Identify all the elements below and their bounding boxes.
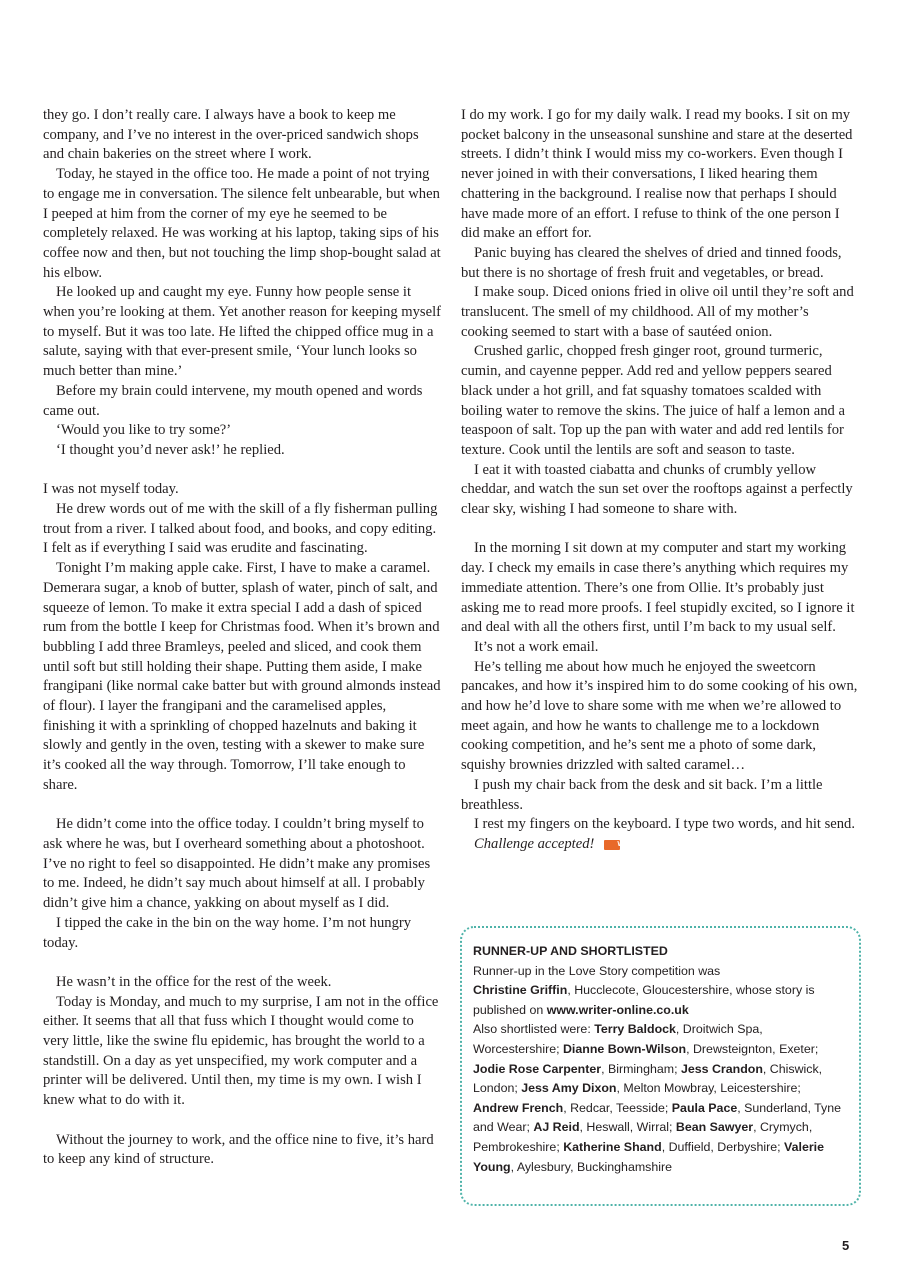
paragraph: ‘I thought you’d never ask!’ he replied. xyxy=(56,441,285,458)
runner-up-info xyxy=(473,981,849,1020)
paragraph: Before my brain could intervene, my mouth opened and words came out. xyxy=(43,382,423,419)
box-title: RUNNER-UP AND SHORTLISTED xyxy=(473,944,668,958)
paragraph: Crushed garlic, chopped fresh ginger root, ground turmeric, cumin, and cayenne pepper. Add red and yellow peppers seared black under a hot grill, and fat squashy tomatoes scalded with boiling water to remove the skins. The juice of half a lemon and a teaspoon of salt. Top up the pan with water and add red lentils for texture. Cook until the lentils are soft and season to taste. xyxy=(461,343,845,458)
shortlist-place: , Melton Mowbray, Leicestershire; xyxy=(616,1081,801,1096)
shortlist-place: , Aylesbury, Buckinghamshire xyxy=(510,1159,673,1174)
paragraph: I rest my fingers on the keyboard. I type two words, and hit send. xyxy=(474,816,855,833)
paragraph: He’s telling me about how much he enjoyed the sweetcorn pancakes, and how it’s inspired him to do some cooking of his own, and how he’d love to share some with me when we’re allowed to meet again, and how he wants to challenge me to a lockdown cooking competition, and he’s sent me a photo of some dark, squishy brownies drizzled with salted caramel… xyxy=(461,658,858,774)
shortlist-place: , Birmingham; xyxy=(601,1061,681,1076)
story-column-right xyxy=(461,106,859,855)
paragraph: I push my chair back from the desk and sit back. I’m a little breathless. xyxy=(461,776,823,813)
page-number: 5 xyxy=(842,1238,850,1253)
paragraph: He looked up and caught my eye. Funny how people sense it when you’re looking at them. Yet another reason for keeping myself to myself. But it was too late. He lifted the chipped office mug in a salute, saying with that ever-present smile, ‘Your lunch looks so much better than mine.’ xyxy=(43,284,441,380)
shortlist-place: , Chiswick, London; xyxy=(473,1061,823,1096)
shortlist-name: Valerie Young xyxy=(473,1139,825,1174)
paragraph: they go. I don’t really care. I always have a book to keep me company, and I’ve no interest in the over-priced sandwich shops and chain bakeries on the street where I work. xyxy=(43,107,419,163)
paragraph: ‘Would you like to try some?’ xyxy=(56,422,232,439)
closing-signature: Challenge accepted! xyxy=(474,836,595,852)
shortlist-intro: Also shortlisted were: xyxy=(473,1022,595,1037)
shortlist-name: Dianne Bown-Wilson xyxy=(562,1041,687,1056)
paragraph: He drew words out of me with the skill of a fly fisherman pulling trout from a river. I talked about food, and books, and copy editing. I felt as if everything I said was erudite and fascinating. xyxy=(43,501,438,557)
paragraph: I eat it with toasted ciabatta and chunks of crumbly yellow cheddar, and watch the sun set over the rooftops against a perfectly clear sky, wishing I had someone to share with. xyxy=(461,461,853,518)
shortlist-place: , Duffield, Derbyshire; xyxy=(661,1139,785,1154)
closing-line xyxy=(461,835,859,855)
paragraph: He wasn’t in the office for the rest of the week. xyxy=(56,973,332,990)
paragraph: Today is Monday, and much to my surprise, I am not in the office either. It seems that all that fuss which I thought would come to very little, like the swine flu epidemic, has brought the world to a standstill. On a day as yet unspecified, my work computer and a printer will be delivered. Until then, my time is my own. I wish I knew what to do with it. xyxy=(43,993,439,1109)
paragraph: It’s not a work email. xyxy=(474,638,599,655)
shortlist-name: AJ Reid xyxy=(533,1120,580,1135)
shortlist-name: Katherine Shand xyxy=(563,1139,662,1154)
paragraph: I tipped the cake in the bin on the way home. I’m not hungry today. xyxy=(43,914,412,951)
paragraph: Tonight I’m making apple cake. First, I have to make a caramel. Demerara sugar, a knob of butter, splash of water, pinch of salt, and squeeze of lemon. To make it extra special I add a dash of spiced rum from the bottle I keep for Christmas food. When it’s brown and bubbling I add three Bramleys, peeled and sliced, and cook them until soft but still holding their shape. Putting them aside, I make frangipani (like normal cake batter but with ground almonds instead of flour). I layer the frangipani and the caramelised apples, finishing it with a sprinkling of chopped hazelnuts and baking it slowly and gently in the oven, testing with a skewer to make sure it’s cooked all the way through. Tomorrow, I’ll take enough to share. xyxy=(43,560,441,793)
shortlist-place: , Redcar, Teesside; xyxy=(563,1100,672,1115)
shortlist-name: Andrew French xyxy=(473,1100,564,1115)
shortlist xyxy=(473,1020,849,1177)
website-link[interactable]: www.writer-online.co.uk xyxy=(546,1002,689,1017)
writers-magazine-end-mark-icon: WM xyxy=(604,840,620,850)
shortlist-name: Jodie Rose Carpenter xyxy=(473,1061,602,1076)
shortlist-place: , Crymych, Pembrokeshire; xyxy=(473,1120,813,1154)
shortlist-name: Jess Amy Dixon xyxy=(521,1081,617,1096)
shortlist-name: Bean Sawyer xyxy=(675,1120,754,1135)
paragraph: Panic buying has cleared the shelves of dried and tinned foods, but there is no shortage of fresh fruit and vegetables, or bread. xyxy=(461,244,842,281)
shortlist-box xyxy=(460,926,861,1206)
shortlist-name: Terry Baldock xyxy=(594,1022,676,1037)
paragraph: I was not myself today. xyxy=(43,481,179,498)
paragraph: Today, he stayed in the office too. He made a point of not trying to engage me in conversation. The silence felt unbearable, but when I peeped at him from the corner of my eye he seemed to be completely relaxed. He was working at his laptop, taking sips of his coffee now and then, but not touching the limp shop-bought salad at his elbow. xyxy=(43,166,441,281)
paragraph: I do my work. I go for my daily walk. I read my books. I sit on my pocket balcony in the unseasonal sunshine and stare at the deserted streets. I didn’t think I would miss my co-workers. Even though I never joined in with their conversations, I liked hearing them chattering in the background. I realise now that perhaps I should have made more of an effort. I refuse to think of the one person I did make an effort for. xyxy=(461,107,853,242)
runner-up-name: Christine Griffin xyxy=(473,983,568,998)
shortlist-place: , Heswall, Wirral; xyxy=(579,1120,676,1135)
paragraph: In the morning I sit down at my computer and start my working day. I check my emails in case there’s anything which requires my immediate attention. There’s one from Ollie. It’s probably just asking me to read more proofs. I feel stupidly excited, so I ignore it and deal with all the others first, until I’m back to my usual self. xyxy=(461,540,855,636)
paragraph: I make soup. Diced onions fried in olive oil until they’re soft and translucent. The smell of my childhood. All of my mother’s cooking seemed to start with a base of sautéed onion. xyxy=(461,284,854,340)
runner-up-detail: , Hucclecote, Gloucestershire, whose story is published on xyxy=(473,983,815,1017)
box-intro: Runner-up in the Love Story competition was xyxy=(473,963,721,978)
shortlist-name: Jess Crandon xyxy=(680,1061,763,1076)
shortlist-place: , Droitwich Spa, Worcestershire; xyxy=(473,1022,763,1056)
paragraph: Without the journey to work, and the office nine to five, it’s hard to keep any kind of structure. xyxy=(43,1131,434,1168)
shortlist-place: , Drewsteignton, Exeter; xyxy=(686,1041,819,1056)
shortlist-place: , Sunderland, Tyne and Wear; xyxy=(473,1100,842,1135)
paragraph: He didn’t come into the office today. I couldn’t bring myself to ask where he was, but I overheard something about a photoshoot. I’ve no right to feel so disappointed. He didn’t make any promises to me. Indeed, he didn’t say much about himself at all. I probably didn’t give him a chance, yakking on about myself as I did. xyxy=(43,816,431,912)
shortlist-name: Paula Pace xyxy=(671,1100,738,1115)
story-column-left xyxy=(43,106,441,1170)
